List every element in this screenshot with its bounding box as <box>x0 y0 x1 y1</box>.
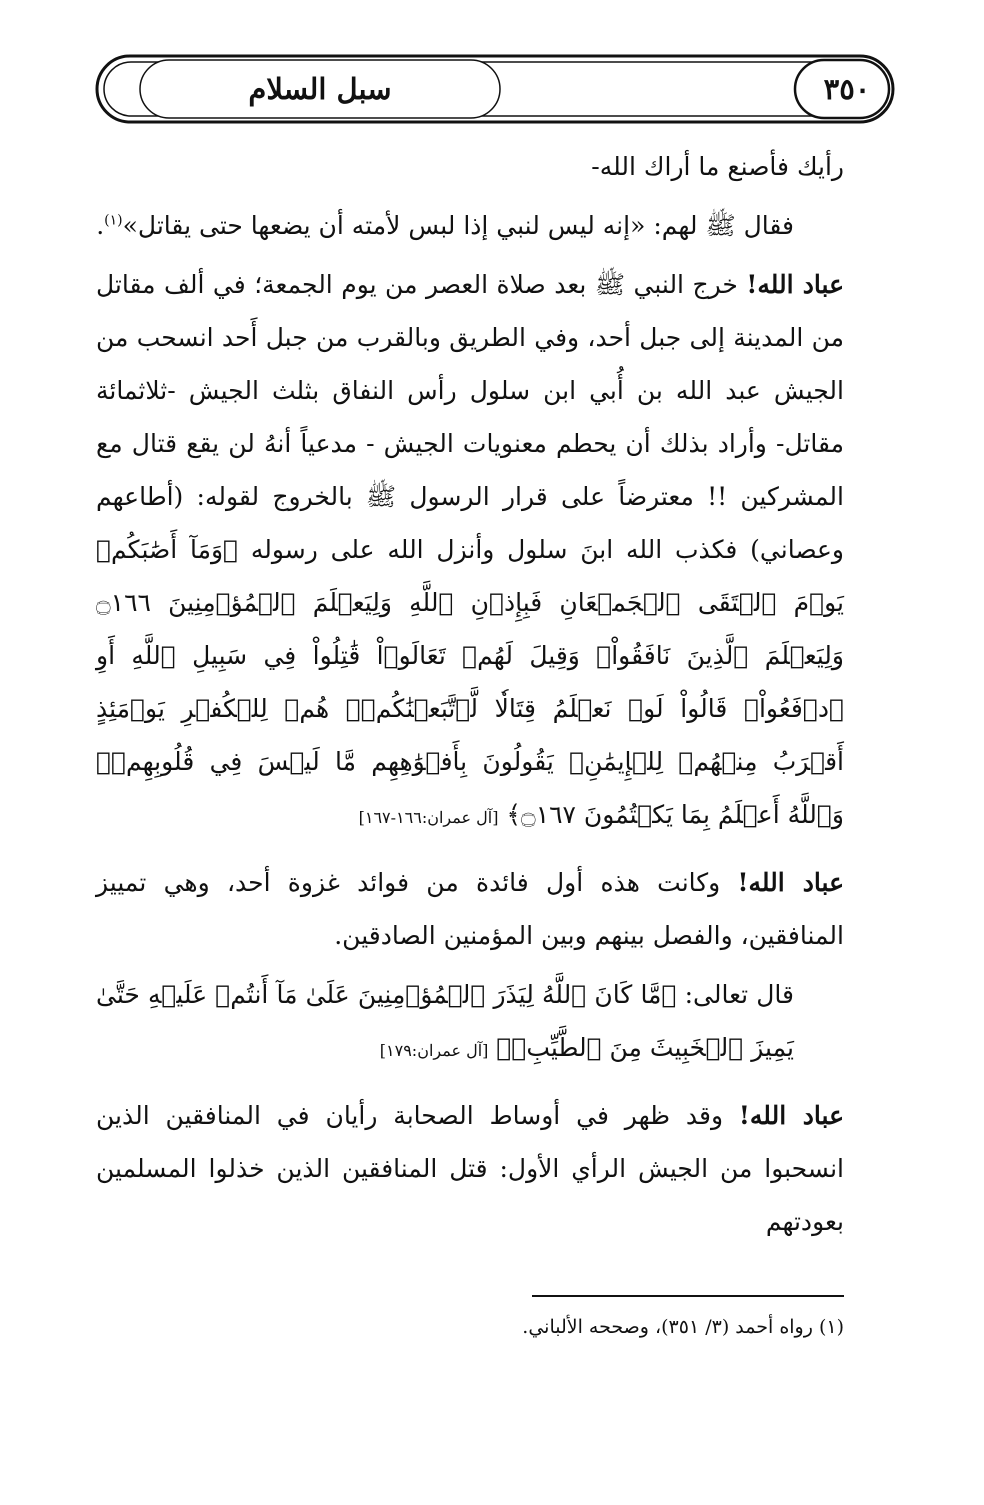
paragraph-3-label: عباد الله! <box>746 270 845 299</box>
book-title: سبل السلام <box>248 72 392 106</box>
page-header <box>95 52 895 126</box>
paragraph-6-text: وقد ظهر في أوساط الصحابة رأيان في المنافقين الذين انسحبوا من الجيش الرأي الأول: قتل المنافقين الذين خذلوا المسلمين بعودتهم <box>96 1101 844 1236</box>
paragraph-4 <box>96 856 844 962</box>
paragraph-5 <box>96 968 844 1077</box>
quran-verse-1: ﴿وَمَآ أَصَٰبَكُمۡ يَوۡمَ ٱلۡتَقَى ٱلۡجَمۡعَانِ فَبِإِذۡنِ ٱللَّهِ وَلِيَعۡلَمَ ٱلۡمُؤۡمِنِينَ ۝١٦٦ وَلِيَعۡلَمَ ٱلَّذِينَ نَافَقُواْۚ وَقِيلَ لَهُمۡ تَعَالَوۡاْ قَٰتِلُواْ فِي سَبِيلِ ٱللَّهِ أَوِ ٱدۡفَعُواْۖ قَالُواْ لَوۡ نَعۡلَمُ قِتَالٗا لَّٱتَّبَعۡنَٰكُمۡۗ هُمۡ لِلۡكُفۡرِ يَوۡمَئِذٍ أَقۡرَبُ مِنۡهُمۡ لِلۡإِيمَٰنِۚ يَقُولُونَ بِأَفۡوَٰهِهِم مَّا لَيۡسَ فِي قُلُوبِهِمۡۚ وَٱللَّهُ أَعۡلَمُ بِمَا يَكۡتُمُونَ ۝١٦٧﴾ <box>96 535 844 829</box>
paragraph-1-text: رأيك فأصنع ما أراك الله- <box>591 152 844 181</box>
footnote-divider <box>532 1295 844 1297</box>
paragraph-6 <box>96 1089 844 1248</box>
page-number: ٣٥٠ <box>823 72 871 106</box>
paragraph-5-text: قال تعالى: <box>676 980 794 1009</box>
quran-verse-2: ﴿مَّا كَانَ ٱللَّهُ لِيَذَرَ ٱلۡمُؤۡمِنِينَ عَلَىٰ مَآ أَنتُمۡ عَلَيۡهِ حَتَّىٰ يَمِيزَ ٱلۡخَبِيثَ مِنَ ٱلطَّيِّبِۗ﴾ <box>96 980 794 1062</box>
verse-reference-1: [آل عمران:١٦٦-١٦٧] <box>358 808 499 827</box>
footnote: (١) رواه أحمد (٣/ ٣٥١)، وصححه الألباني. <box>522 1316 844 1338</box>
verse-reference-2: [آل عمران:١٧٩] <box>379 1041 489 1060</box>
paragraph-6-label: عباد الله! <box>738 1101 844 1130</box>
paragraph-4-text: وكانت هذه أول فائدة من فوائد غزوة أحد، وهي تمييز المنافقين، والفصل بينهم وبين المؤمنين الصادقين. <box>96 868 844 950</box>
paragraph-4-label: عباد الله! <box>737 868 844 897</box>
main-text <box>96 140 845 1236</box>
paragraph-3 <box>96 258 844 844</box>
paragraph-2-text: فقال ﷺ لهم: «إنه ليس لنبي إذا لبس لأمته أن يضعها حتى يقاتل» <box>122 211 794 240</box>
paragraph-3-text: خرج النبي ﷺ بعد صلاة العصر من يوم الجمعة؛ في ألف مقاتل من المدينة إلى جبل أحد، وفي الطريق وبالقرب من جبل أَحد انسحب من الجيش عبد الله بن أُبي ابن سلول رأس النفاق بثلث الجيش -ثلاثمائة مقاتل- وأراد بذلك أن يحطم معنويات الجيش - مدعياً أنهُ لن يقع قتال مع المشركين !! معترضاً على قرار الرسول ﷺ بالخروج لقوله: (أطاعهم وعصاني) فكذب الله ابنَ سلول وأنزل الله على رسوله <box>96 270 844 564</box>
paragraph-2: فقال ﷺ لهم: «إنه ليس لنبي إذا لبس لأمته أن يضعها حتى يقاتل»$^{(١)}$. <box>96 211 794 240</box>
footnote-marker: (١) <box>104 212 123 229</box>
paragraph-1 <box>96 140 844 193</box>
